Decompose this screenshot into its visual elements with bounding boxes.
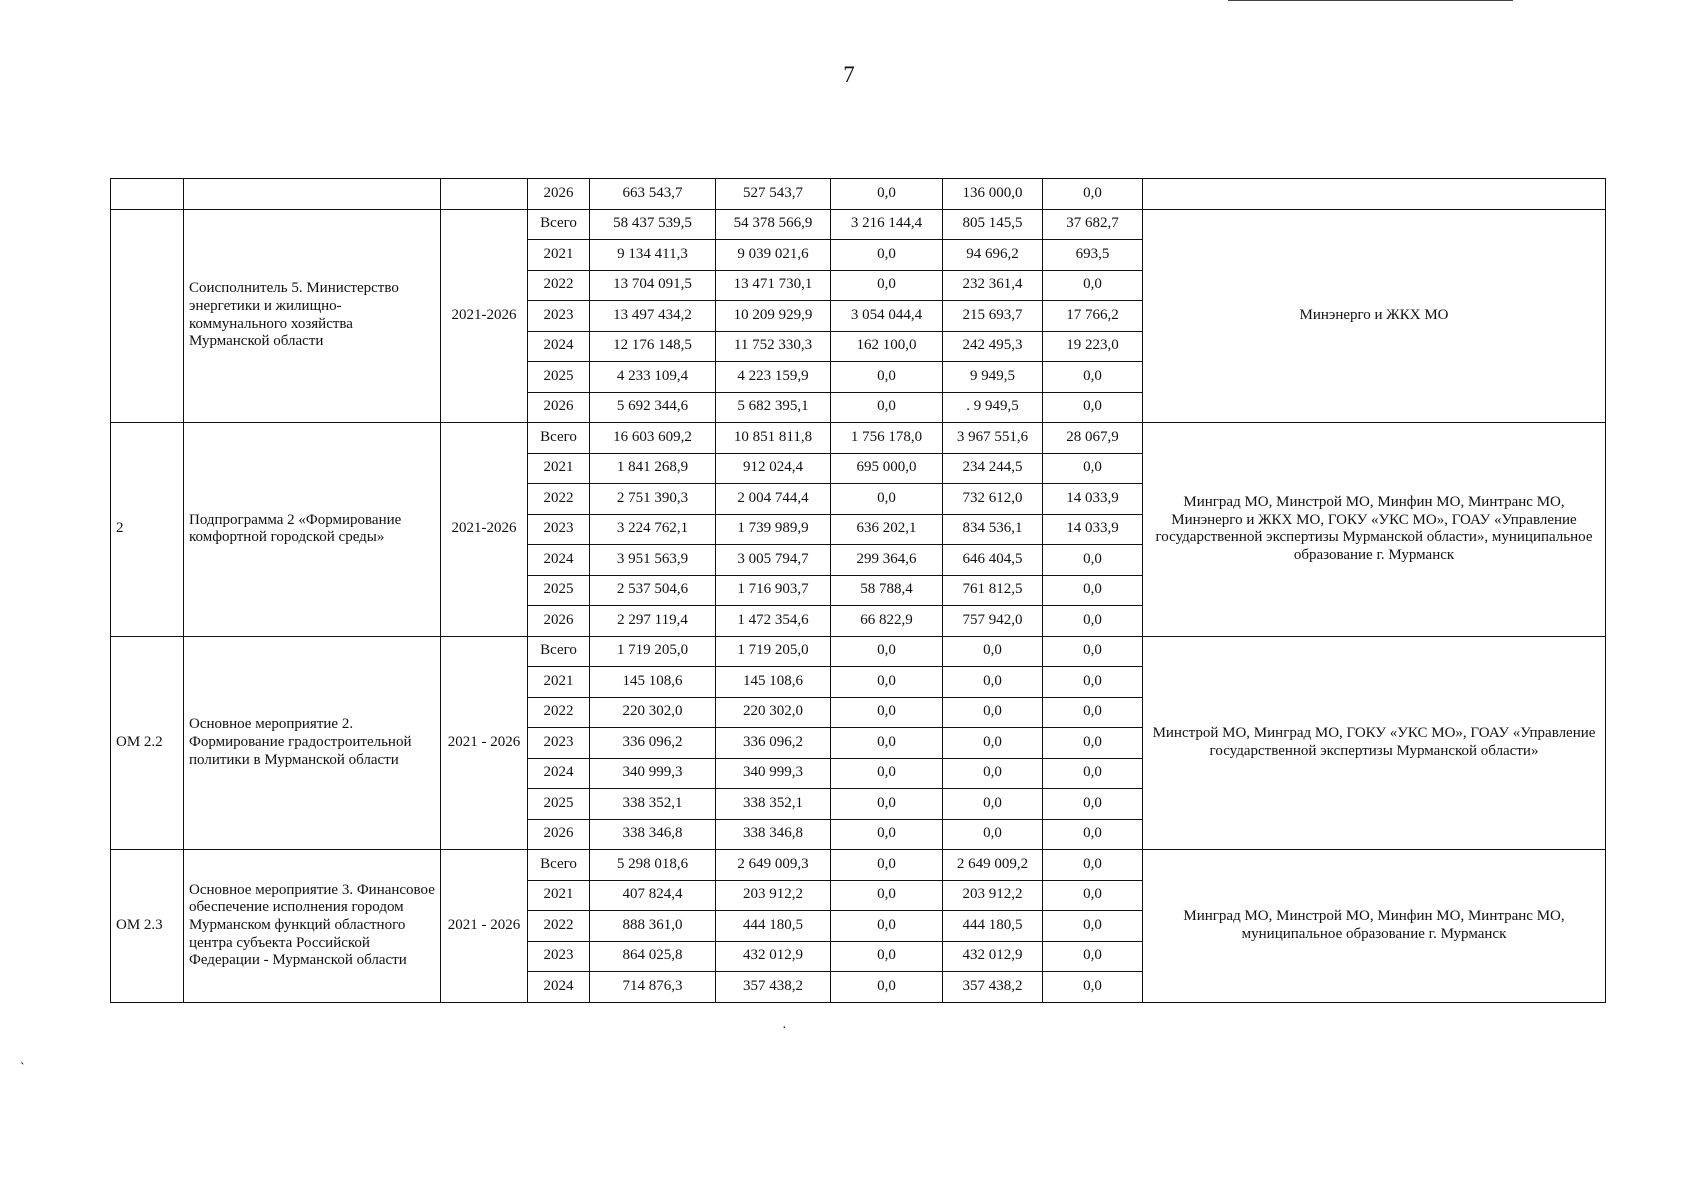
amount-local-cell: 732 612,0 — [943, 484, 1043, 515]
amount-regional-cell: 4 223 159,9 — [716, 362, 831, 393]
amount-federal-cell: 0,0 — [831, 789, 943, 820]
amount-federal-cell: 0,0 — [831, 758, 943, 789]
amount-other-cell: 0,0 — [1043, 575, 1143, 606]
amount-other-cell: 0,0 — [1043, 453, 1143, 484]
amount-total-cell: 12 176 148,5 — [590, 331, 716, 362]
amount-total-cell: 145 108,6 — [590, 667, 716, 698]
amount-other-cell: 0,0 — [1043, 545, 1143, 576]
amount-regional-cell: 444 180,5 — [716, 911, 831, 942]
amount-other-cell: 0,0 — [1043, 667, 1143, 698]
amount-local-cell: 0,0 — [943, 758, 1043, 789]
amount-regional-cell: 54 378 566,9 — [716, 209, 831, 240]
year-cell: 2022 — [528, 484, 590, 515]
amount-federal-cell: 695 000,0 — [831, 453, 943, 484]
amount-total-cell: 663 543,7 — [590, 179, 716, 210]
amount-regional-cell: 5 682 395,1 — [716, 392, 831, 423]
amount-local-cell: 234 244,5 — [943, 453, 1043, 484]
year-cell: 2025 — [528, 575, 590, 606]
amount-federal-cell: 3 054 044,4 — [831, 301, 943, 332]
amount-federal-cell: 0,0 — [831, 819, 943, 850]
amount-regional-cell: 338 346,8 — [716, 819, 831, 850]
year-cell: 2025 — [528, 362, 590, 393]
amount-federal-cell: 0,0 — [831, 850, 943, 881]
amount-other-cell: 0,0 — [1043, 362, 1143, 393]
year-cell: 2021 — [528, 240, 590, 271]
amount-federal-cell: 0,0 — [831, 880, 943, 911]
amount-federal-cell: 0,0 — [831, 392, 943, 423]
amount-total-cell: 2 297 119,4 — [590, 606, 716, 637]
amount-total-cell: 4 233 109,4 — [590, 362, 716, 393]
amount-local-cell: 242 495,3 — [943, 331, 1043, 362]
table-row — [111, 423, 1606, 454]
amount-local-cell: 0,0 — [943, 667, 1043, 698]
amount-regional-cell: 10 851 811,8 — [716, 423, 831, 454]
year-cell: 2023 — [528, 941, 590, 972]
amount-local-cell: 94 696,2 — [943, 240, 1043, 271]
amount-total-cell: 5 692 344,6 — [590, 392, 716, 423]
amount-local-cell: 444 180,5 — [943, 911, 1043, 942]
amount-other-cell: 693,5 — [1043, 240, 1143, 271]
amount-other-cell: 0,0 — [1043, 880, 1143, 911]
amount-other-cell: 0,0 — [1043, 179, 1143, 210]
amount-total-cell: 2 751 390,3 — [590, 484, 716, 515]
amount-federal-cell: 0,0 — [831, 484, 943, 515]
year-cell: 2024 — [528, 972, 590, 1003]
amount-regional-cell: 2 649 009,3 — [716, 850, 831, 881]
program-name-cell — [184, 179, 441, 210]
executors-cell: Минстрой МО, Минград МО, ГОКУ «УКС МО», ГОАУ «Управление государственной экспертизы Мурманской области» — [1143, 636, 1606, 850]
amount-federal-cell: 0,0 — [831, 941, 943, 972]
amount-other-cell: 0,0 — [1043, 911, 1143, 942]
amount-regional-cell: 1 739 989,9 — [716, 514, 831, 545]
amount-regional-cell: 336 096,2 — [716, 728, 831, 759]
amount-regional-cell: 1 472 354,6 — [716, 606, 831, 637]
period-cell: 2021 - 2026 — [441, 850, 528, 1003]
amount-federal-cell: 0,0 — [831, 728, 943, 759]
amount-regional-cell: 145 108,6 — [716, 667, 831, 698]
amount-total-cell: 3 224 762,1 — [590, 514, 716, 545]
amount-other-cell: 28 067,9 — [1043, 423, 1143, 454]
year-cell: 2021 — [528, 453, 590, 484]
program-name-cell: Основное мероприятие 3. Финансовое обеспечение исполнения городом Мурманском функций областного центра субъекта Российской Федерации - Мурманской области — [184, 850, 441, 1003]
period-cell: 2021 - 2026 — [441, 636, 528, 850]
year-cell: Всего — [528, 850, 590, 881]
amount-total-cell: 1 841 268,9 — [590, 453, 716, 484]
amount-regional-cell: 432 012,9 — [716, 941, 831, 972]
amount-federal-cell: 1 756 178,0 — [831, 423, 943, 454]
amount-federal-cell: 0,0 — [831, 697, 943, 728]
amount-other-cell: 0,0 — [1043, 850, 1143, 881]
amount-local-cell: 0,0 — [943, 697, 1043, 728]
budget-table — [110, 178, 1606, 1003]
amount-total-cell: 2 537 504,6 — [590, 575, 716, 606]
section-number-cell — [111, 179, 184, 210]
amount-total-cell: 16 603 609,2 — [590, 423, 716, 454]
amount-total-cell: 13 704 091,5 — [590, 270, 716, 301]
amount-regional-cell: 3 005 794,7 — [716, 545, 831, 576]
amount-regional-cell: 220 302,0 — [716, 697, 831, 728]
amount-total-cell: 340 999,3 — [590, 758, 716, 789]
section-number-cell: ОМ 2.2 — [111, 636, 184, 850]
year-cell: 2025 — [528, 789, 590, 820]
amount-regional-cell: 338 352,1 — [716, 789, 831, 820]
amount-federal-cell: 0,0 — [831, 179, 943, 210]
executors-cell: Минград МО, Минстрой МО, Минфин МО, Минтранс МО, муниципальное образование г. Мурманск — [1143, 850, 1606, 1003]
amount-federal-cell: 0,0 — [831, 240, 943, 271]
year-cell: 2026 — [528, 819, 590, 850]
period-cell: 2021-2026 — [441, 423, 528, 637]
amount-local-cell: 432 012,9 — [943, 941, 1043, 972]
page-number: 7 — [843, 62, 855, 87]
year-cell: Всего — [528, 423, 590, 454]
amount-regional-cell: 203 912,2 — [716, 880, 831, 911]
top-rule — [1228, 0, 1513, 1]
year-cell: 2023 — [528, 514, 590, 545]
amount-total-cell: 336 096,2 — [590, 728, 716, 759]
amount-local-cell: 203 912,2 — [943, 880, 1043, 911]
amount-regional-cell: 2 004 744,4 — [716, 484, 831, 515]
stray-mark: · — [782, 1021, 787, 1036]
amount-regional-cell: 912 024,4 — [716, 453, 831, 484]
amount-local-cell: 757 942,0 — [943, 606, 1043, 637]
year-cell: 2023 — [528, 728, 590, 759]
amount-local-cell: 805 145,5 — [943, 209, 1043, 240]
section-number-cell: 2 — [111, 423, 184, 637]
period-cell — [441, 179, 528, 210]
year-cell: 2024 — [528, 331, 590, 362]
year-cell: 2022 — [528, 911, 590, 942]
program-name-cell: Основное мероприятие 2. Формирование градостроительной политики в Мурманской области — [184, 636, 441, 850]
amount-total-cell: 864 025,8 — [590, 941, 716, 972]
year-cell: 2023 — [528, 301, 590, 332]
amount-other-cell: 0,0 — [1043, 392, 1143, 423]
amount-federal-cell: 0,0 — [831, 636, 943, 667]
amount-local-cell: 3 967 551,6 — [943, 423, 1043, 454]
amount-federal-cell: 0,0 — [831, 270, 943, 301]
year-cell: 2021 — [528, 667, 590, 698]
year-cell: 2026 — [528, 392, 590, 423]
year-cell: Всего — [528, 636, 590, 667]
amount-federal-cell: 0,0 — [831, 667, 943, 698]
program-name-cell: Подпрограмма 2 «Формирование комфортной городской среды» — [184, 423, 441, 637]
amount-federal-cell: 58 788,4 — [831, 575, 943, 606]
year-cell: Всего — [528, 209, 590, 240]
amount-other-cell: 14 033,9 — [1043, 514, 1143, 545]
amount-local-cell: 0,0 — [943, 789, 1043, 820]
amount-regional-cell: 13 471 730,1 — [716, 270, 831, 301]
amount-total-cell: 338 352,1 — [590, 789, 716, 820]
amount-total-cell: 220 302,0 — [590, 697, 716, 728]
amount-total-cell: 3 951 563,9 — [590, 545, 716, 576]
amount-federal-cell: 299 364,6 — [831, 545, 943, 576]
stray-mark: ` — [20, 1061, 25, 1076]
amount-other-cell: 0,0 — [1043, 697, 1143, 728]
table-row — [111, 179, 1606, 210]
amount-total-cell: 338 346,8 — [590, 819, 716, 850]
section-number-cell: ОМ 2.3 — [111, 850, 184, 1003]
amount-regional-cell: 9 039 021,6 — [716, 240, 831, 271]
amount-federal-cell: 66 822,9 — [831, 606, 943, 637]
amount-federal-cell: 3 216 144,4 — [831, 209, 943, 240]
amount-other-cell: 0,0 — [1043, 270, 1143, 301]
amount-other-cell: 17 766,2 — [1043, 301, 1143, 332]
amount-regional-cell: 357 438,2 — [716, 972, 831, 1003]
amount-regional-cell: 1 716 903,7 — [716, 575, 831, 606]
amount-total-cell: 714 876,3 — [590, 972, 716, 1003]
table-row — [111, 209, 1606, 240]
amount-other-cell: 37 682,7 — [1043, 209, 1143, 240]
amount-federal-cell: 0,0 — [831, 911, 943, 942]
year-cell: 2022 — [528, 270, 590, 301]
amount-federal-cell: 0,0 — [831, 362, 943, 393]
amount-other-cell: 0,0 — [1043, 941, 1143, 972]
executors-cell: Минэнерго и ЖКХ МО — [1143, 209, 1606, 423]
amount-regional-cell: 1 719 205,0 — [716, 636, 831, 667]
period-cell: 2021-2026 — [441, 209, 528, 423]
year-cell: 2022 — [528, 697, 590, 728]
amount-total-cell: 888 361,0 — [590, 911, 716, 942]
section-number-cell — [111, 209, 184, 423]
amount-regional-cell: 527 543,7 — [716, 179, 831, 210]
amount-regional-cell: 10 209 929,9 — [716, 301, 831, 332]
year-cell: 2026 — [528, 179, 590, 210]
amount-total-cell: 13 497 434,2 — [590, 301, 716, 332]
amount-local-cell: 136 000,0 — [943, 179, 1043, 210]
amount-local-cell: 761 812,5 — [943, 575, 1043, 606]
amount-local-cell: 0,0 — [943, 728, 1043, 759]
amount-other-cell: 0,0 — [1043, 972, 1143, 1003]
amount-other-cell: 0,0 — [1043, 636, 1143, 667]
program-name-cell: Соисполнитель 5. Министерство энергетики и жилищно-коммунального хозяйства Мурманской области — [184, 209, 441, 423]
amount-other-cell: 0,0 — [1043, 819, 1143, 850]
amount-federal-cell: 0,0 — [831, 972, 943, 1003]
amount-other-cell: 0,0 — [1043, 606, 1143, 637]
amount-local-cell: 2 649 009,2 — [943, 850, 1043, 881]
amount-other-cell: 14 033,9 — [1043, 484, 1143, 515]
amount-federal-cell: 636 202,1 — [831, 514, 943, 545]
amount-local-cell: 215 693,7 — [943, 301, 1043, 332]
amount-other-cell: 0,0 — [1043, 758, 1143, 789]
executors-cell — [1143, 179, 1606, 210]
table-row — [111, 850, 1606, 881]
amount-total-cell: 58 437 539,5 — [590, 209, 716, 240]
amount-local-cell: 834 536,1 — [943, 514, 1043, 545]
table-row — [111, 636, 1606, 667]
year-cell: 2024 — [528, 545, 590, 576]
amount-total-cell: 1 719 205,0 — [590, 636, 716, 667]
year-cell: 2024 — [528, 758, 590, 789]
amount-regional-cell: 11 752 330,3 — [716, 331, 831, 362]
amount-local-cell: 232 361,4 — [943, 270, 1043, 301]
amount-local-cell: . 9 949,5 — [943, 392, 1043, 423]
executors-cell: Минград МО, Минстрой МО, Минфин МО, Минтранс МО, Минэнерго и ЖКХ МО, ГОКУ «УКС МО», ГОАУ «Управление государственной экспертизы Мурманской области», муниципальное образование г. Мурманск — [1143, 423, 1606, 637]
amount-local-cell: 357 438,2 — [943, 972, 1043, 1003]
amount-local-cell: 0,0 — [943, 819, 1043, 850]
amount-total-cell: 407 824,4 — [590, 880, 716, 911]
amount-total-cell: 5 298 018,6 — [590, 850, 716, 881]
amount-other-cell: 0,0 — [1043, 728, 1143, 759]
amount-total-cell: 9 134 411,3 — [590, 240, 716, 271]
amount-other-cell: 19 223,0 — [1043, 331, 1143, 362]
amount-local-cell: 0,0 — [943, 636, 1043, 667]
amount-local-cell: 9 949,5 — [943, 362, 1043, 393]
year-cell: 2026 — [528, 606, 590, 637]
amount-federal-cell: 162 100,0 — [831, 331, 943, 362]
amount-local-cell: 646 404,5 — [943, 545, 1043, 576]
year-cell: 2021 — [528, 880, 590, 911]
amount-other-cell: 0,0 — [1043, 789, 1143, 820]
amount-regional-cell: 340 999,3 — [716, 758, 831, 789]
